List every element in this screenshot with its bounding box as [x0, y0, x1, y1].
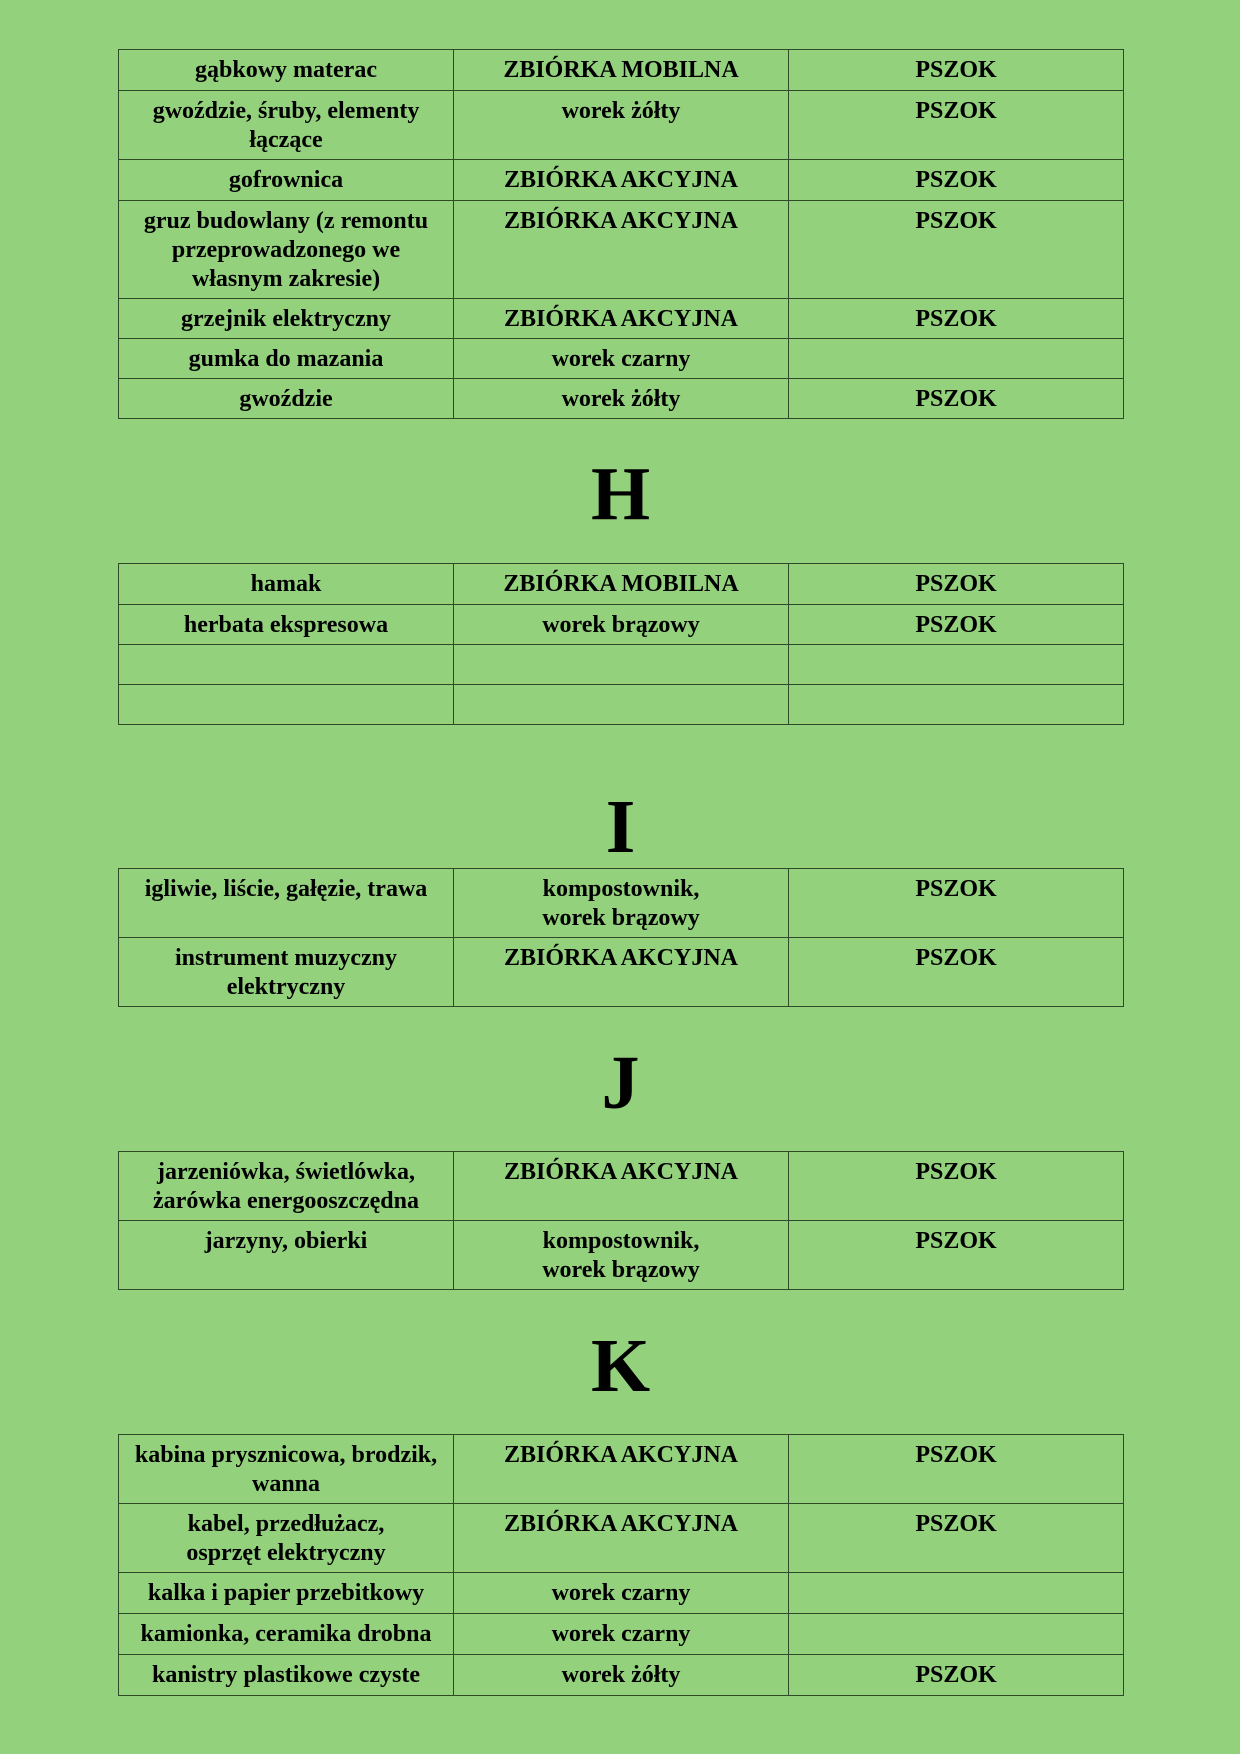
item-cell: kamionka, ceramika drobna [119, 1614, 454, 1655]
point-cell: PSZOK [789, 379, 1124, 419]
table-row [119, 160, 1124, 201]
point-cell: PSZOK [789, 564, 1124, 605]
method-cell [454, 645, 789, 685]
method-cell: ZBIÓRKA AKCYJNA [454, 299, 789, 339]
method-cell: worek żółty [454, 91, 789, 160]
waste-table-h [118, 563, 1124, 725]
item-cell: hamak [119, 564, 454, 605]
table-row [119, 201, 1124, 299]
table-row [119, 685, 1124, 725]
point-cell: PSZOK [789, 201, 1124, 299]
item-cell: grzejnik elektryczny [119, 299, 454, 339]
table-i [118, 868, 1123, 1007]
method-cell: ZBIÓRKA AKCYJNA [454, 160, 789, 201]
table-g [118, 49, 1123, 419]
table-row [119, 1435, 1124, 1504]
point-cell: PSZOK [789, 605, 1124, 645]
item-cell: kabel, przedłużacz, osprzęt elektryczny [119, 1504, 454, 1573]
point-cell: PSZOK [789, 299, 1124, 339]
method-cell: ZBIÓRKA AKCYJNA [454, 1435, 789, 1504]
point-cell: PSZOK [789, 1504, 1124, 1573]
point-cell [789, 685, 1124, 725]
table-row [119, 645, 1124, 685]
table-h [118, 563, 1123, 725]
method-cell: worek żółty [454, 1655, 789, 1696]
waste-table-j [118, 1151, 1124, 1290]
waste-table-k [118, 1434, 1124, 1696]
method-cell: worek czarny [454, 1614, 789, 1655]
item-cell: herbata ekspresowa [119, 605, 454, 645]
table-k [118, 1434, 1123, 1696]
item-cell: gumka do mazania [119, 339, 454, 379]
point-cell [789, 339, 1124, 379]
item-cell [119, 685, 454, 725]
item-cell: gąbkowy materac [119, 50, 454, 91]
point-cell: PSZOK [789, 1221, 1124, 1290]
table-row [119, 1655, 1124, 1696]
item-cell: igliwie, liście, gałęzie, trawa [119, 869, 454, 938]
method-cell: ZBIÓRKA AKCYJNA [454, 1152, 789, 1221]
method-cell: worek czarny [454, 1573, 789, 1614]
section-letter-k: K [590, 1324, 651, 1408]
point-cell: PSZOK [789, 869, 1124, 938]
waste-table-i [118, 868, 1124, 1007]
item-cell: instrument muzyczny elektryczny [119, 938, 454, 1007]
method-cell: worek brązowy [454, 605, 789, 645]
table-row [119, 605, 1124, 645]
item-cell: gruz budowlany (z remontu przeprowadzonego we własnym zakresie) [119, 201, 454, 299]
point-cell [789, 645, 1124, 685]
method-cell [454, 685, 789, 725]
point-cell: PSZOK [789, 91, 1124, 160]
item-cell [119, 645, 454, 685]
table-row [119, 299, 1124, 339]
item-cell: jarzeniówka, świetlówka, żarówka energooszczędna [119, 1152, 454, 1221]
point-cell: PSZOK [789, 50, 1124, 91]
point-cell: PSZOK [789, 938, 1124, 1007]
method-cell: ZBIÓRKA AKCYJNA [454, 1504, 789, 1573]
table-row [119, 938, 1124, 1007]
table-row [119, 50, 1124, 91]
table-row [119, 869, 1124, 938]
item-cell: kabina prysznicowa, brodzik, wanna [119, 1435, 454, 1504]
table-row [119, 91, 1124, 160]
item-cell: kanistry plastikowe czyste [119, 1655, 454, 1696]
method-cell: ZBIÓRKA MOBILNA [454, 564, 789, 605]
table-row [119, 1573, 1124, 1614]
point-cell: PSZOK [789, 1152, 1124, 1221]
table-row [119, 1152, 1124, 1221]
item-cell: gwoździe [119, 379, 454, 419]
method-cell: ZBIÓRKA AKCYJNA [454, 938, 789, 1007]
point-cell [789, 1614, 1124, 1655]
item-cell: kalka i papier przebitkowy [119, 1573, 454, 1614]
method-cell: worek czarny [454, 339, 789, 379]
table-row [119, 1614, 1124, 1655]
point-cell: PSZOK [789, 160, 1124, 201]
point-cell: PSZOK [789, 1655, 1124, 1696]
waste-table-g [118, 49, 1124, 419]
section-letter-j: J [601, 1041, 640, 1125]
method-cell: kompostownik, worek brązowy [454, 1221, 789, 1290]
item-cell: gofrownica [119, 160, 454, 201]
table-row [119, 564, 1124, 605]
table-row [119, 379, 1124, 419]
point-cell: PSZOK [789, 1435, 1124, 1504]
method-cell: ZBIÓRKA AKCYJNA [454, 201, 789, 299]
method-cell: ZBIÓRKA MOBILNA [454, 50, 789, 91]
table-row [119, 1221, 1124, 1290]
point-cell [789, 1573, 1124, 1614]
item-cell: jarzyny, obierki [119, 1221, 454, 1290]
section-letter-h: H [590, 452, 651, 536]
method-cell: worek żółty [454, 379, 789, 419]
table-row [119, 1504, 1124, 1573]
table-row [119, 339, 1124, 379]
section-letter-i: I [605, 785, 636, 869]
method-cell: kompostownik, worek brązowy [454, 869, 789, 938]
item-cell: gwoździe, śruby, elementy łączące [119, 91, 454, 160]
table-j [118, 1151, 1123, 1290]
